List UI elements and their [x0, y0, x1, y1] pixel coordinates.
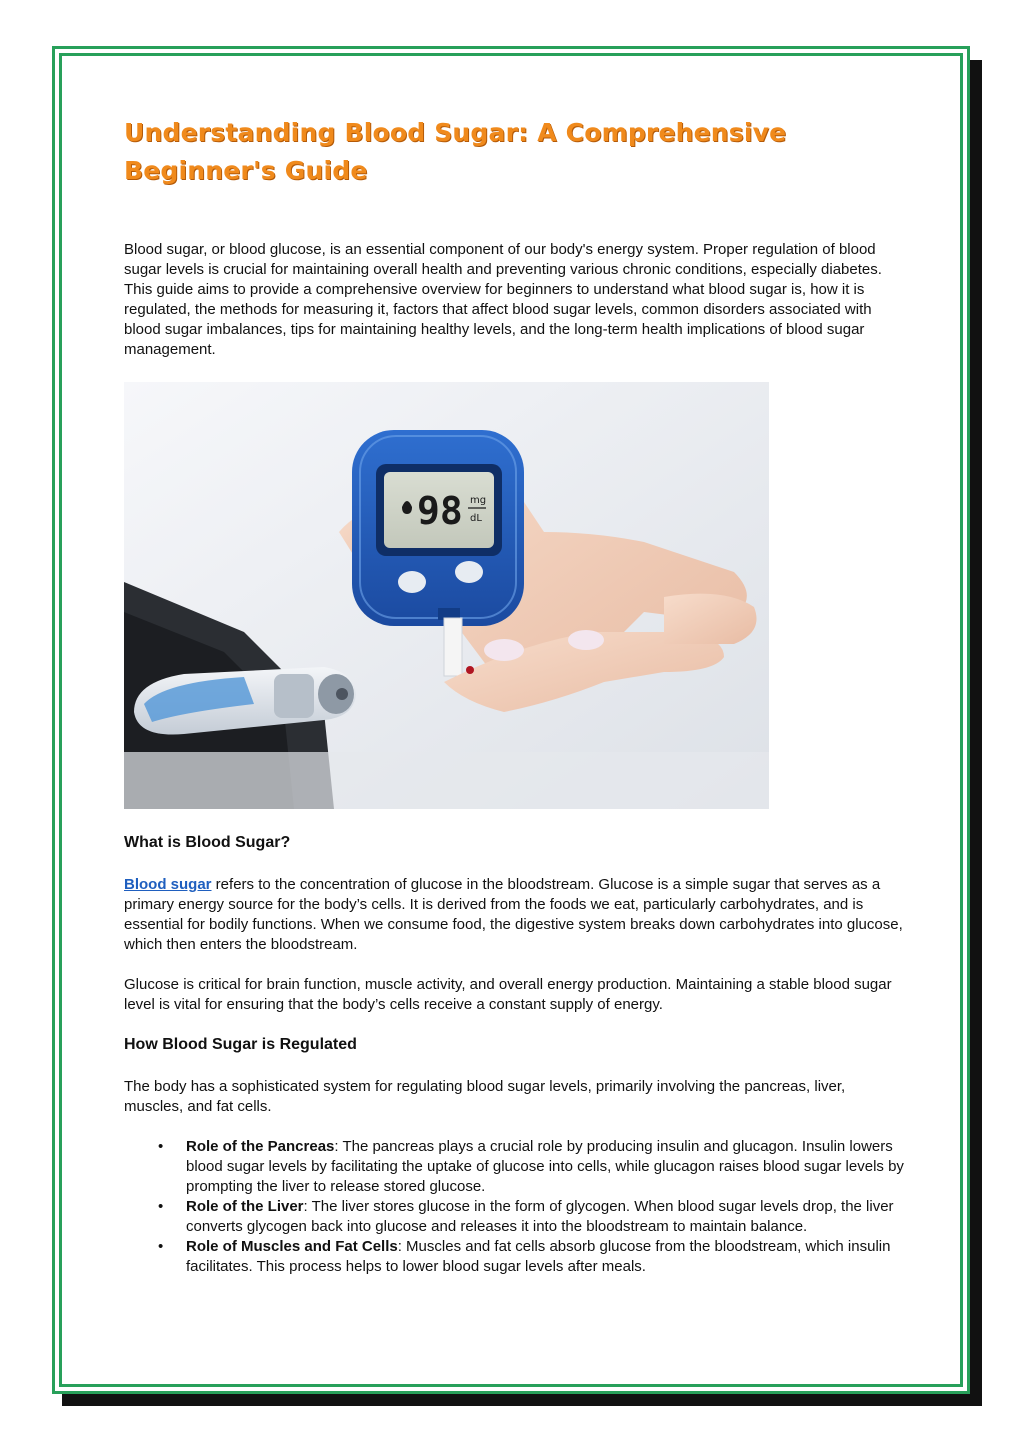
page-title: Understanding Blood Sugar: A Comprehensive Beginner's Guide: [124, 118, 787, 185]
section1-paragraph-1-text: refers to the concentration of glucose in the bloodstream. Glucose is a simple sugar that serves as a primary energy source for the body’s cells. It is derived from the foods we eat, particularly carbohydrates, and is essential for bodily functions. When we consume food, the digestive system breaks down carbohydrates into glucose, which then enters the bloodstream.: [124, 876, 903, 953]
meter-left-button: [398, 571, 426, 593]
list-item: [124, 1137, 904, 1197]
list-item-label: Role of Muscles and Fat Cells: [186, 1238, 398, 1255]
bullet-icon: •: [158, 1198, 164, 1215]
intro-paragraph: Blood sugar, or blood glucose, is an essential component of our body's energy system. Proper regulation of blood sugar levels is crucial for maintaining overall health and preventing various chronic conditions, especially diabetes. This guide aims to provide a comprehensive overview for beginners to understand what blood sugar is, how it is regulated, the methods for measuring it, factors that affect blood sugar levels, common disorders associated with blood sugar imbalances, tips for maintaining healthy levels, and the long-term health implications of blood sugar management.: [124, 241, 882, 358]
list-item-text: : The pancreas plays a crucial role by producing insulin and glucagon. Insulin lowers blood sugar levels by facilitating the uptake of glucose into cells, while glucagon raises blood sugar levels by prompting the liver to release stored glucose.: [186, 1138, 904, 1195]
section1-paragraph-2: Glucose is critical for brain function, muscle activity, and overall energy production. Maintaining a stable blood sugar level is vital for ensuring that the body’s cells receive a constant supply of energy.: [124, 976, 892, 1013]
meter-unit-dl: dL: [470, 513, 482, 524]
bullet-icon: •: [158, 1238, 164, 1255]
section-heading-how-regulated: How Blood Sugar is Regulated: [124, 1036, 357, 1053]
meter-right-button: [455, 561, 483, 583]
document-body: [124, 114, 904, 1277]
test-strip: [444, 618, 462, 676]
bullet-icon: •: [158, 1138, 164, 1155]
list-item-label: Role of the Pancreas: [186, 1138, 335, 1155]
section1-paragraph-1: [124, 875, 904, 955]
list-item-label: Role of the Liver: [186, 1198, 304, 1215]
section2-paragraph-1: The body has a sophisticated system for regulating blood sugar levels, primarily involving the pancreas, liver, muscles, and fat cells.: [124, 1078, 846, 1115]
list-item-text: : The liver stores glucose in the form of glycogen. When blood sugar levels drop, the liver converts glycogen back into glucose and releases it into the bloodstream to maintain balance.: [186, 1198, 894, 1235]
list-item: [124, 1197, 904, 1237]
blood-sugar-link[interactable]: Blood sugar: [124, 876, 212, 893]
glucose-meter-photo: [124, 382, 769, 809]
meter-reading: 98: [417, 489, 463, 533]
section-heading-what-is-blood-sugar: What is Blood Sugar?: [124, 834, 291, 851]
list-item: [124, 1237, 904, 1277]
list-item-text: : Muscles and fat cells absorb glucose from the bloodstream, which insulin facilitates. This process helps to lower blood sugar levels after meals.: [186, 1238, 891, 1275]
regulation-bullet-list: [124, 1137, 904, 1277]
meter-unit-mg: mg: [470, 495, 487, 506]
